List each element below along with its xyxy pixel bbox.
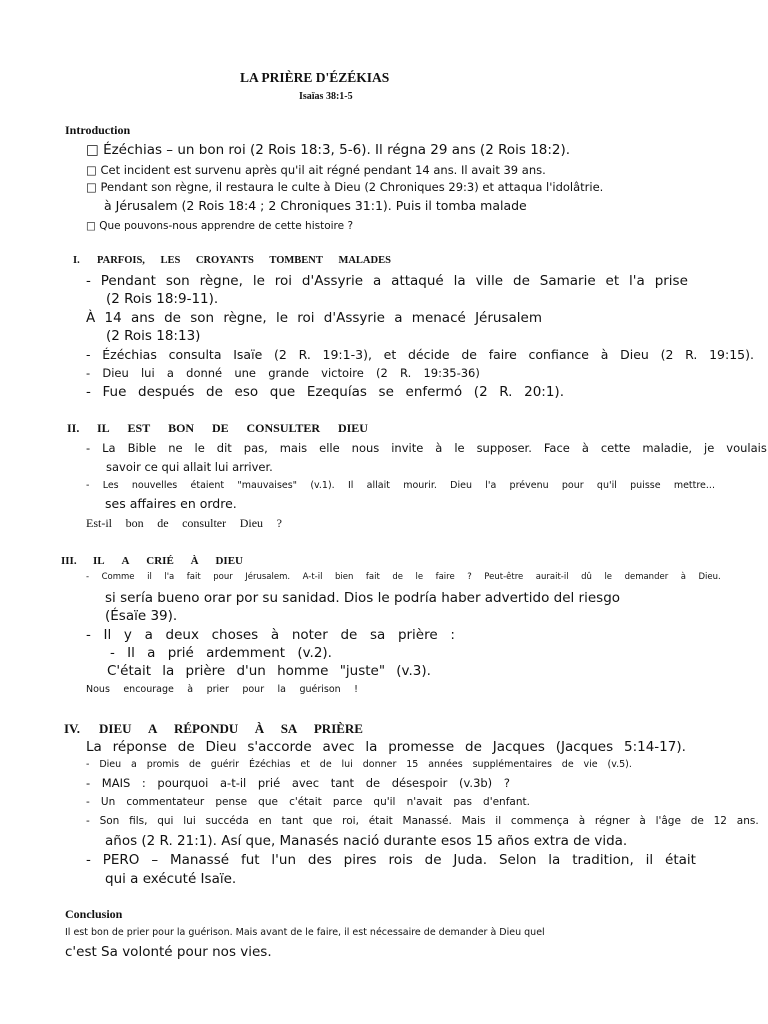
section-4-line: - Un commentateur pense que c'était parce qu'il n'avait pas d'enfant. <box>86 796 530 808</box>
intro-item: □ Cet incident est survenu après qu'il ait régné pendant 14 ans. Il avait 39 ans. <box>86 163 546 177</box>
section-1-line: - Pendant son règne, le roi d'Assyrie a attaqué la ville de Samarie et l'a prise <box>86 273 688 289</box>
section-4-line: - PERO – Manassé fut l'un des pires rois de Juda. Selon la tradition, il était <box>86 852 696 868</box>
section-2-number: II. <box>67 421 80 435</box>
conclusion-line: Il est bon de prier pour la guérison. Mais avant de le faire, il est nécessaire de demander à Dieu quel <box>65 927 545 938</box>
section-1-line-continued: (2 Rois 18:13) <box>106 328 201 344</box>
section-3-line-continued: si sería bueno orar por su sanidad. Dios le podría haber advertido del riesgo <box>105 590 621 606</box>
section-3-heading: IL A CRIÉ À DIEU <box>93 555 243 567</box>
section-1-line: À 14 ans de son règne, le roi d'Assyrie a menacé Jérusalem <box>86 310 542 326</box>
scripture-reference: Isaïas 38:1-5 <box>299 91 353 102</box>
section-3-line: - Il y a deux choses à noter de sa prière : <box>86 627 455 643</box>
section-3-line-continued: (Ésaïe 39). <box>105 608 178 624</box>
section-2-question: Est-il bon de consulter Dieu ? <box>86 516 282 530</box>
section-4-line: - Dieu a promis de guérir Ézéchias et de lui donner 15 années supplémentaires de vie (v.5). <box>86 759 632 770</box>
section-1-number: I. <box>73 255 80 266</box>
section-2-line-continued: ses affaires en ordre. <box>105 496 237 511</box>
section-3-subpoint: - Il a prié ardemment (v.2). <box>110 645 332 661</box>
section-2-line-continued: savoir ce qui allait lui arriver. <box>106 460 273 474</box>
section-4-line-continued: qui a exécuté Isaïe. <box>105 871 237 887</box>
checkbox-bullet-icon: □ <box>86 220 96 232</box>
section-4-number: IV. <box>64 721 81 736</box>
section-3-line: C'était la prière d'un homme "juste" (v.3). <box>107 663 431 679</box>
section-4-heading: DIEU A RÉPONDU À SA PRIÈRE <box>99 721 363 736</box>
section-3-line: - Comme il l'a fait pour Jérusalem. A-t-il bien fait de le faire ? Peut-être aurait-il dû le demander à Dieu. <box>86 572 721 582</box>
section-2-heading: IL EST BON DE CONSULTER DIEU <box>97 421 368 435</box>
section-1-line: - Fue después de eso que Ezequías se enfermó (2 R. 20:1). <box>86 384 564 400</box>
intro-heading: Introduction <box>65 123 131 137</box>
intro-item: □ Pendant son règne, il restaura le culte à Dieu (2 Chroniques 29:3) et attaqua l'idolâtrie. <box>86 180 604 194</box>
section-4-line: - Son fils, qui lui succéda en tant que roi, était Manassé. Mais il commença à régner à l'âge de 12 ans. <box>86 815 759 827</box>
section-3-number: III. <box>61 555 77 567</box>
section-2-line: - Les nouvelles étaient "mauvaises" (v.1). Il allait mourir. Dieu l'a prévenu pour qu'il puisse mettre... <box>86 480 715 491</box>
section-4-line: - MAIS : pourquoi a-t-il prié avec tant de désespoir (v.3b) ? <box>86 776 510 790</box>
section-1-line-continued: (2 Rois 18:9-11). <box>106 291 219 307</box>
section-4-line: La réponse de Dieu s'accorde avec la promesse de Jacques (Jacques 5:14-17). <box>86 739 686 755</box>
checkbox-bullet-icon: □ <box>86 180 97 194</box>
intro-item-continued: à Jérusalem (2 Rois 18:4 ; 2 Chroniques 31:1). Puis il tomba malade <box>104 198 527 213</box>
conclusion-heading: Conclusion <box>65 907 123 921</box>
section-4-line-continued: años (2 R. 21:1). Así que, Manasés nació durante esos 15 años extra de vida. <box>105 833 628 849</box>
checkbox-bullet-icon: □ <box>86 142 99 158</box>
conclusion-line: c'est Sa volonté pour nos vies. <box>65 944 272 960</box>
checkbox-bullet-icon: □ <box>86 163 97 177</box>
intro-item: □ Que pouvons-nous apprendre de cette histoire ? <box>86 220 354 232</box>
section-2-line: - La Bible ne le dit pas, mais elle nous invite à le supposer. Face à cette maladie, je voulais <box>86 441 767 455</box>
section-1-heading: PARFOIS, LES CROYANTS TOMBENT MALADES <box>97 255 391 266</box>
section-3-line: Nous encourage à prier pour la guérison ! <box>86 684 358 695</box>
document-title: LA PRIÈRE D'ÉZÉKIAS <box>240 70 390 85</box>
section-1-line: - Dieu lui a donné une grande victoire (2 R. 19:35-36) <box>86 366 480 380</box>
section-1-line: - Ézéchias consulta Isaïe (2 R. 19:1-3), et décide de faire confiance à Dieu (2 R. 19:15). <box>86 347 754 362</box>
intro-item: □ Ézéchias – un bon roi (2 Rois 18:3, 5-6). Il régna 29 ans (2 Rois 18:2). <box>86 142 571 158</box>
